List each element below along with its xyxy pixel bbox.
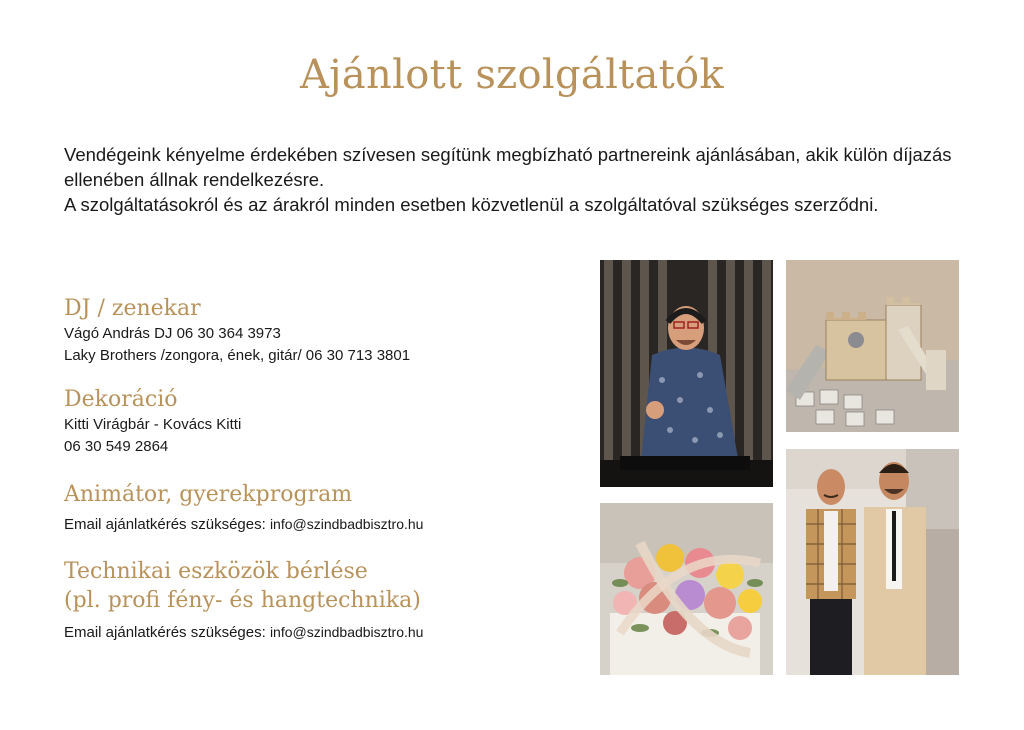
- section-heading-dj: DJ / zenekar: [64, 296, 201, 321]
- decoration-line-1: Kitti Virágbár - Kovács Kitti: [64, 416, 242, 433]
- intro-text: [64, 142, 974, 217]
- intro-paragraph-1: Vendégeink kényelme érdekében szívesen segítünk megbízható partnereink ajánlásában, akik külön díjazás ellenében állnak rendelkezésre.: [64, 144, 952, 190]
- section-heading-tech-2: (pl. profi fény- és hangtechnika): [64, 588, 421, 613]
- section-decoration: [64, 385, 241, 458]
- section-animator: [64, 480, 423, 536]
- intro-paragraph-2: A szolgáltatásokról és az árakról minden esetben közvetlenül a szolgáltatóval szükséges szerződni.: [64, 194, 879, 215]
- musician-duo-photo: [786, 449, 959, 675]
- decoration-line-2: 06 30 549 2864: [64, 438, 169, 455]
- animator-email-label: Email ajánlatkérés szükséges:: [64, 516, 266, 533]
- section-tech: [64, 557, 423, 644]
- page-title: Ajánlott szolgáltatók: [300, 52, 724, 98]
- section-dj: [64, 294, 410, 367]
- tech-contact: [64, 621, 423, 644]
- section-heading-animator: Animátor, gyerekprogram: [64, 482, 353, 507]
- dj-line-2: Laky Brothers /zongora, ének, gitár/ 06 30 713 3801: [64, 347, 411, 364]
- dj-line-1: Vágó András DJ 06 30 364 3973: [64, 325, 281, 342]
- kids-playground-photo: [786, 260, 959, 432]
- section-heading-tech-1: Technikai eszközök bérlése: [64, 559, 368, 584]
- animator-contact: [64, 513, 423, 536]
- tech-email-link[interactable]: info@szindbadbisztro.hu: [269, 624, 424, 640]
- dj-photo: [600, 260, 773, 487]
- animator-email-link[interactable]: info@szindbadbisztro.hu: [269, 516, 424, 532]
- section-heading-decoration: Dekoráció: [64, 387, 178, 412]
- flower-box-photo: [600, 503, 773, 675]
- tech-email-label: Email ajánlatkérés szükséges:: [64, 624, 266, 641]
